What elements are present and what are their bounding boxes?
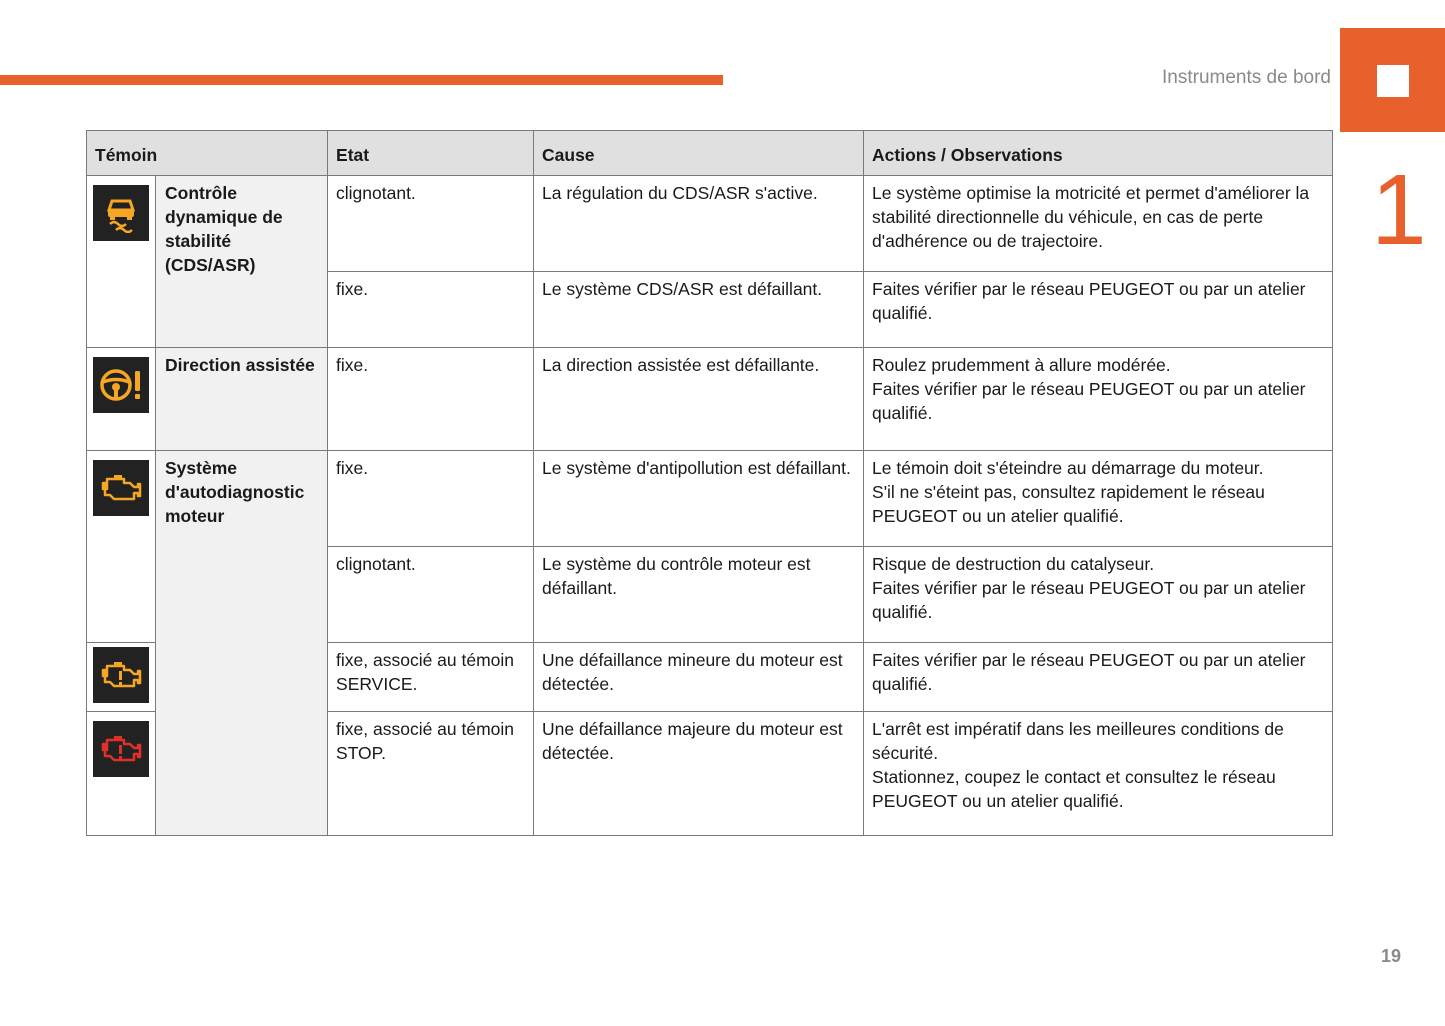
warning-light-name: Système d'autodiagnostic moteur: [156, 451, 328, 836]
engine-warning-red-icon: [93, 721, 149, 777]
action-text: Le système optimise la motricité et permet d'améliorer la stabilité directionnelle du véhicule, en cas de perte d'adhérence ou de trajectoire.: [872, 183, 1310, 251]
action-text: Faites vérifier par le réseau PEUGEOT ou par un atelier qualifié.: [872, 279, 1306, 323]
action-cell: [864, 272, 1333, 348]
warning-light-cell: [87, 451, 156, 643]
action-cell: [864, 547, 1333, 643]
table-row: [87, 348, 1333, 451]
etat-cell: fixe.: [328, 272, 534, 348]
action-cell: [864, 176, 1333, 272]
etat-cell: fixe.: [328, 451, 534, 547]
etat-cell: clignotant.: [328, 547, 534, 643]
chapter-tab: [1340, 28, 1445, 132]
table-row: [87, 176, 1333, 272]
action-text: Risque de destruction du catalyseur. Faites vérifier par le réseau PEUGEOT ou par un atelier qualifié.: [872, 554, 1306, 622]
page-number: 19: [1381, 946, 1402, 966]
warning-light-cell: [87, 712, 156, 836]
action-cell: [864, 643, 1333, 712]
action-text: Roulez prudemment à allure modérée. Faites vérifier par le réseau PEUGEOT ou par un atelier qualifié.: [872, 355, 1306, 423]
chapter-tab-square: [1377, 65, 1409, 97]
header-accent-bar: [0, 75, 723, 85]
cause-cell: Une défaillance majeure du moteur est détectée.: [534, 712, 864, 836]
warning-lights-table: [86, 130, 1333, 836]
cause-cell: Une défaillance mineure du moteur est détectée.: [534, 643, 864, 712]
column-header-temoin: Témoin: [87, 131, 328, 176]
action-text: Le témoin doit s'éteindre au démarrage du moteur. S'il ne s'éteint pas, consultez rapidement le réseau PEUGEOT ou un atelier qualifié.: [872, 458, 1265, 526]
warning-light-cell: [87, 348, 156, 451]
warning-light-cell: [87, 176, 156, 348]
cause-cell: La direction assistée est défaillante.: [534, 348, 864, 451]
etat-cell: fixe, associé au témoin SERVICE.: [328, 643, 534, 712]
etat-cell: fixe, associé au témoin STOP.: [328, 712, 534, 836]
cause-cell: La régulation du CDS/ASR s'active.: [534, 176, 864, 272]
stability-control-icon: [93, 185, 149, 241]
section-title: Instruments de bord: [1162, 67, 1331, 88]
action-cell: [864, 348, 1333, 451]
warning-light-name: Direction assistée: [156, 348, 328, 451]
table-row: [87, 451, 1333, 547]
warning-light-name: Contrôle dynamique de stabilité (CDS/ASR): [156, 176, 328, 348]
cause-cell: Le système CDS/ASR est défaillant.: [534, 272, 864, 348]
action-cell: [864, 451, 1333, 547]
power-steering-warning-icon: [93, 357, 149, 413]
etat-cell: clignotant.: [328, 176, 534, 272]
column-header-etat: Etat: [328, 131, 534, 176]
cause-cell: Le système du contrôle moteur est défaillant.: [534, 547, 864, 643]
action-text: Faites vérifier par le réseau PEUGEOT ou par un atelier qualifié.: [872, 650, 1306, 694]
engine-warning-orange-icon: [93, 647, 149, 703]
column-header-cause: Cause: [534, 131, 864, 176]
table-header-row: [87, 131, 1333, 176]
cause-cell: Le système d'antipollution est défaillant.: [534, 451, 864, 547]
warning-light-cell: [87, 643, 156, 712]
engine-check-icon: [93, 460, 149, 516]
action-cell: [864, 712, 1333, 836]
column-header-actions: Actions / Observations: [864, 131, 1333, 176]
etat-cell: fixe.: [328, 348, 534, 451]
action-text: L'arrêt est impératif dans les meilleures conditions de sécurité. Stationnez, coupez le contact et consultez le réseau PEUGEOT ou un atelier qualifié.: [872, 719, 1284, 811]
chapter-number: 1: [1371, 154, 1427, 266]
